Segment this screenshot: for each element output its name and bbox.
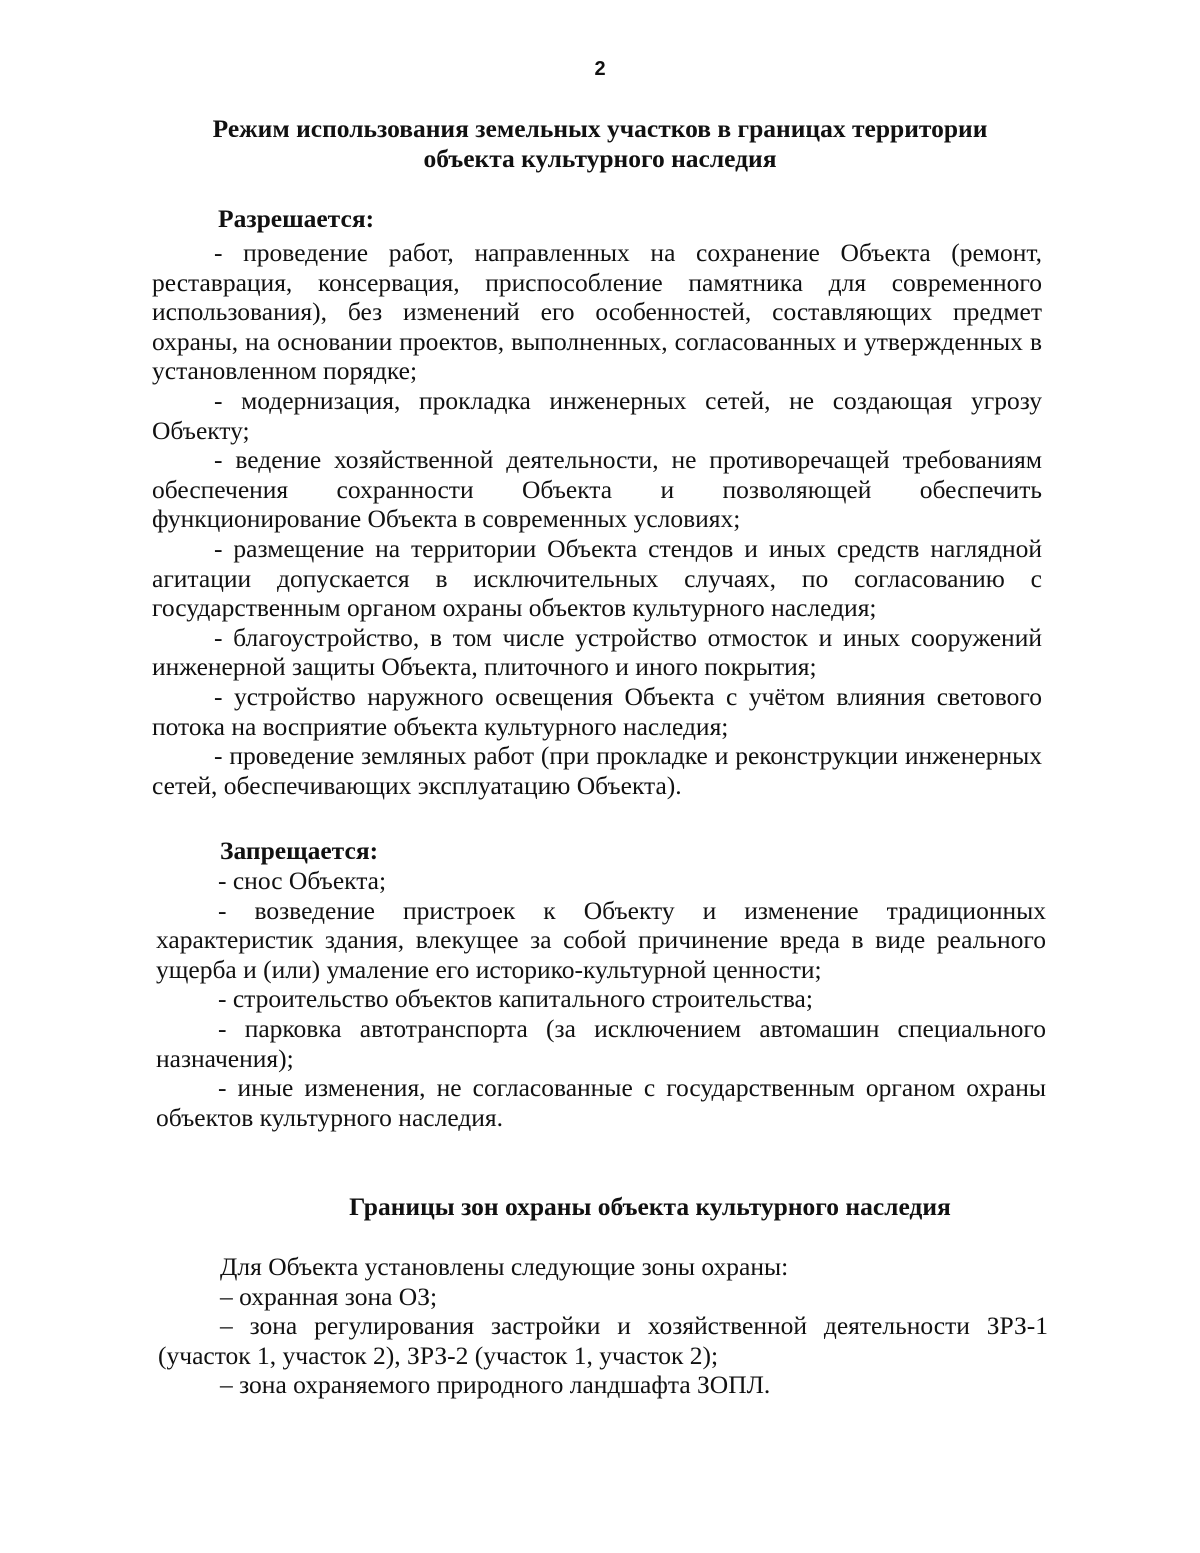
allowed-item: - благоустройство, в том числе устройство отмосток и иных сооружений инженерной защиты Объекта, плиточного и иного покрытия; bbox=[152, 622, 1042, 682]
allowed-item: - ведение хозяйственной деятельности, не противоречащей требованиям обеспечения сохранности Объекта и позволяющей обеспечить функционирование Объекта в современных условиях; bbox=[152, 445, 1042, 534]
allowed-item: - устройство наружного освещения Объекта с учётом влияния светового потока на восприятие объекта культурного наследия; bbox=[152, 681, 1042, 741]
section-title-line-1: Режим использования земельных участков в границах территории bbox=[212, 114, 988, 143]
allowed-item: - проведение земляных работ (при прокладке и реконструкции инженерных сетей, обеспечивающих эксплуатацию Объекта). bbox=[152, 741, 1042, 800]
allowed-item: - модернизация, прокладка инженерных сетей, не создающая угрозу Объекту; bbox=[152, 385, 1042, 445]
section-title-line-2: объекта культурного наследия bbox=[423, 144, 777, 173]
allowed-item: - размещение на территории Объекта стендов и иных средств наглядной агитации допускается в исключительных случаях, по согласованию с государственным органом охраны объектов культурного наследия; bbox=[152, 533, 1042, 623]
forbidden-item: - иные изменения, не согласованные с государственным органом охраны объектов культурного наследия. bbox=[156, 1073, 1046, 1132]
zone-item: – охранная зона ОЗ; bbox=[220, 1281, 438, 1311]
zones-intro: Для Объекта установлены следующие зоны охраны: bbox=[220, 1252, 789, 1281]
forbidden-item: - возведение пристроек к Объекту и изменение традиционных характеристик здания, влекущее за собой причинение вреда в виде реального ущерба и (или) умаление его историко-культурной ценности; bbox=[156, 895, 1046, 984]
section-title-protection-zones: Границы зон охраны объекта культурного наследия bbox=[349, 1192, 951, 1221]
page-number: 2 bbox=[594, 58, 606, 80]
zone-item: – зона регулирования застройки и хозяйственной деятельности ЗРЗ-1 (участок 1, участок 2), ЗРЗ-2 (участок 1, участок 2); bbox=[158, 1311, 1048, 1370]
section-title-land-use bbox=[150, 114, 1050, 174]
allowed-list bbox=[152, 238, 1042, 800]
forbidden-item: - парковка автотранспорта (за исключением автомашин специального назначения); bbox=[156, 1013, 1046, 1073]
forbidden-list bbox=[156, 866, 1046, 1132]
forbidden-item: - строительство объектов капитального строительства; bbox=[218, 984, 813, 1014]
allowed-item: - проведение работ, направленных на сохранение Объекта (ремонт, реставрация, консервация, приспособление памятника для современного использования), без изменений его особенностей, составляющих предмет охраны, на основании проектов, выполненных, согласованных и утвержденных в установленном порядке; bbox=[152, 238, 1042, 386]
zone-item: – зона охраняемого природного ландшафта ЗОПЛ. bbox=[220, 1370, 771, 1400]
allowed-heading: Разрешается: bbox=[218, 204, 375, 233]
zones-section bbox=[158, 1252, 1048, 1400]
forbidden-item: - снос Объекта; bbox=[218, 866, 387, 895]
forbidden-heading: Запрещается: bbox=[220, 836, 379, 865]
